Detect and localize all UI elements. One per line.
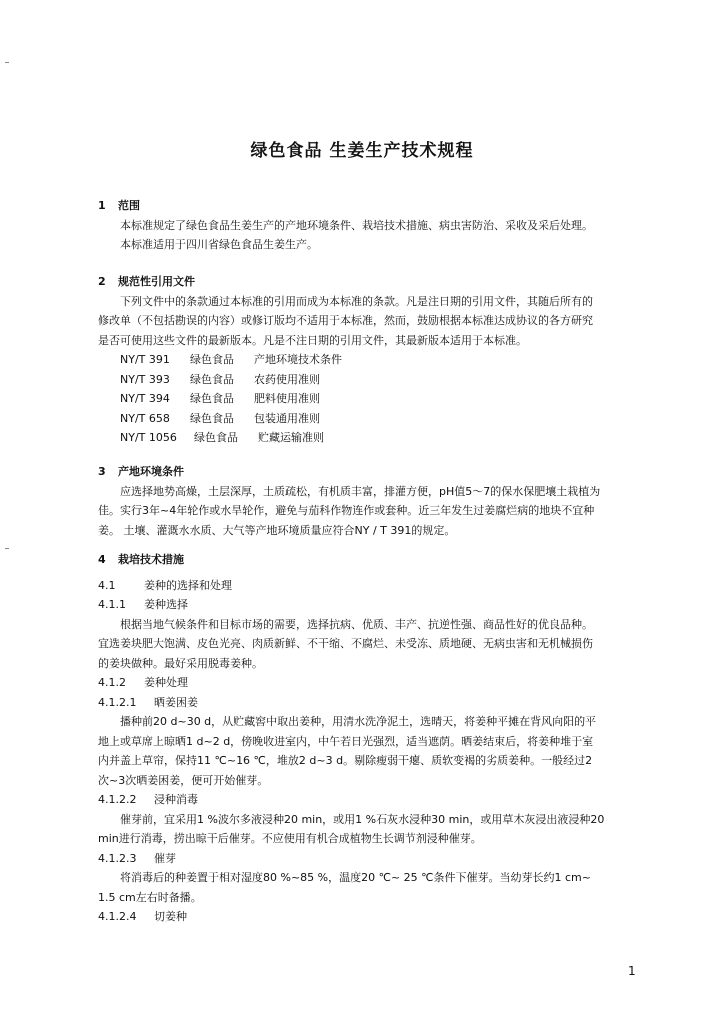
heading-3 [98, 462, 674, 482]
heading-number: 4.1.2.4 [98, 910, 137, 923]
ref-name: 包装通用准则 [254, 411, 320, 425]
ref-name: 农药使用准则 [254, 372, 320, 386]
paragraph-line: 地上或草席上晾晒1 d~2 d，傍晚收进室内，中午若日光强烈，适当遮荫。晒姜结束后，将姜种堆于室 [98, 734, 594, 748]
section-2 [98, 272, 674, 448]
paragraph-line: 的姜块做种。最好采用脱毒姜种。 [98, 656, 263, 670]
subheading-4-1-2-3 [98, 849, 674, 869]
heading-title: 姜种选择 [144, 598, 188, 611]
paragraph-line: 是否可使用这些文件的最新版本。凡是不注日期的引用文件，其最新版本适用于本标准。 [98, 333, 527, 347]
heading-number: 2 [98, 275, 106, 288]
ref-category: 绿色食品 [194, 431, 238, 444]
heading-title: 栽培技术措施 [118, 553, 184, 566]
scan-edge-mark [5, 62, 9, 63]
heading-title: 催芽 [154, 851, 176, 865]
heading-title: 产地环境条件 [118, 465, 184, 478]
ref-code: NY/T 394 [120, 392, 170, 405]
paragraph-line: 本标准适用于四川省绿色食品生姜生产。 [120, 238, 318, 251]
paragraph-line: 佳。实行3年~4年轮作或水旱轮作，避免与茄科作物连作或套种。近三年发生过姜腐烂病的地块不宜种 [98, 504, 595, 517]
heading-4 [98, 550, 674, 570]
heading-number: 4.1.2.3 [98, 851, 137, 865]
section-4 [98, 550, 674, 927]
heading-number: 4 [98, 553, 106, 566]
ref-category: 绿色食品 [190, 353, 234, 366]
reference-item [98, 370, 674, 390]
paragraph-line: 催芽前，宜采用1 %波尔多液浸种20 min，或用1 %石灰水浸种30 min，或用草木灰浸出液浸种20 [120, 812, 605, 826]
subheading-4-1-2 [98, 673, 674, 693]
paragraph-line: 根据当地气候条件和目标市场的需要，选择抗病、优质、丰产、抗逆性强、商品性好的优良品种。 [120, 617, 593, 631]
heading-2 [98, 272, 674, 292]
ref-code: NY/T 658 [120, 411, 170, 425]
subheading-4-1-2-4 [98, 907, 674, 927]
heading-number: 4.1.2.1 [98, 695, 137, 709]
document-title: 绿色食品 生姜生产技术规程 [250, 141, 474, 161]
paragraph-line: 宜选姜块肥大饱满、皮色光亮、肉质新鲜、不干缩、不腐烂、未受冻、质地硬、无病虫害和无机械损伤 [98, 637, 593, 650]
paragraph-line: 下列文件中的条款通过本标准的引用而成为本标准的条款。凡是注日期的引用文件，其随后所有的 [120, 294, 593, 308]
ref-name: 肥料使用准则 [254, 392, 320, 405]
ref-code: NY/T 391 [120, 353, 170, 366]
ref-name: 产地环境技术条件 [254, 353, 342, 366]
subheading-4-1-2-1 [98, 693, 674, 713]
heading-title: 范围 [118, 199, 140, 212]
page-number: 1 [628, 964, 636, 978]
reference-item [98, 389, 674, 409]
paragraph-line: 次~3次晒姜困姜，便可开始催芽。 [98, 773, 269, 787]
reference-item [98, 350, 674, 370]
paragraph-line: 将消毒后的种姜置于相对湿度80 %~85 %，温度20 ℃~ 25 ℃条件下催芽。当幼芽长约1 cm~ [120, 871, 591, 884]
subheading-4-1-2-2 [98, 790, 674, 810]
paragraph-line: 内并盖上草帘，保持11 ℃~16 ℃，堆放2 d~3 d。剔除瘦弱干瘪、质软变褐的劣质姜种。一般经过2 [98, 754, 593, 767]
heading-number: 4.1.2 [98, 676, 126, 689]
scan-edge-mark [5, 548, 9, 549]
heading-title: 姜种的选择和处理 [144, 578, 232, 592]
ref-category: 绿色食品 [190, 411, 234, 425]
heading-title: 晒姜困姜 [154, 695, 198, 709]
heading-title: 规范性引用文件 [118, 275, 195, 288]
ref-name: 贮藏运输准则 [258, 431, 324, 444]
heading-number: 4.1.1 [98, 598, 126, 611]
heading-title: 姜种处理 [144, 676, 188, 689]
ref-category: 绿色食品 [190, 392, 234, 405]
heading-number: 4.1.2.2 [98, 793, 137, 806]
paragraph-line: 应选择地势高燥，土层深厚，土质疏松，有机质丰富，排灌方便，pH值5～7的保水保肥壤土栽植为 [120, 484, 601, 498]
heading-title: 浸种消毒 [154, 793, 198, 806]
paragraph-line: 本标准规定了绿色食品生姜生产的产地环境条件、栽培技术措施、病虫害防治、采收及采后处理。 [120, 218, 593, 232]
paragraph-line: 1.5 cm左右时备播。 [98, 890, 202, 904]
reference-item [98, 428, 674, 448]
heading-number: 1 [98, 199, 106, 212]
paragraph-line: 姜。 土壤、灌溉水水质、大气等产地环境质量应符合NY / T 391的规定。 [98, 523, 456, 537]
section-3 [98, 462, 674, 540]
subheading-4-1 [98, 576, 674, 596]
section-1 [98, 196, 674, 255]
heading-number: 3 [98, 465, 106, 478]
subheading-4-1-1 [98, 595, 674, 615]
ref-category: 绿色食品 [190, 372, 234, 386]
ref-code: NY/T 1056 [120, 431, 177, 444]
reference-item [98, 409, 674, 429]
ref-code: NY/T 393 [120, 372, 170, 386]
heading-number: 4.1 [98, 578, 116, 592]
paragraph-line: min进行消毒，捞出晾干后催芽。不应使用有机合成植物生长调节剂浸种催芽。 [98, 832, 482, 845]
heading-1 [98, 196, 674, 216]
paragraph-line: 修改单（不包括勘误的内容）或修订版均不适用于本标准，然而，鼓励根据本标准达成协议的各方研究 [98, 314, 593, 327]
heading-title: 切姜种 [154, 910, 187, 923]
paragraph-line: 播种前20 d~30 d，从贮藏窖中取出姜种，用清水洗净泥土，选晴天，将姜种平摊在背风向阳的平 [120, 715, 597, 728]
